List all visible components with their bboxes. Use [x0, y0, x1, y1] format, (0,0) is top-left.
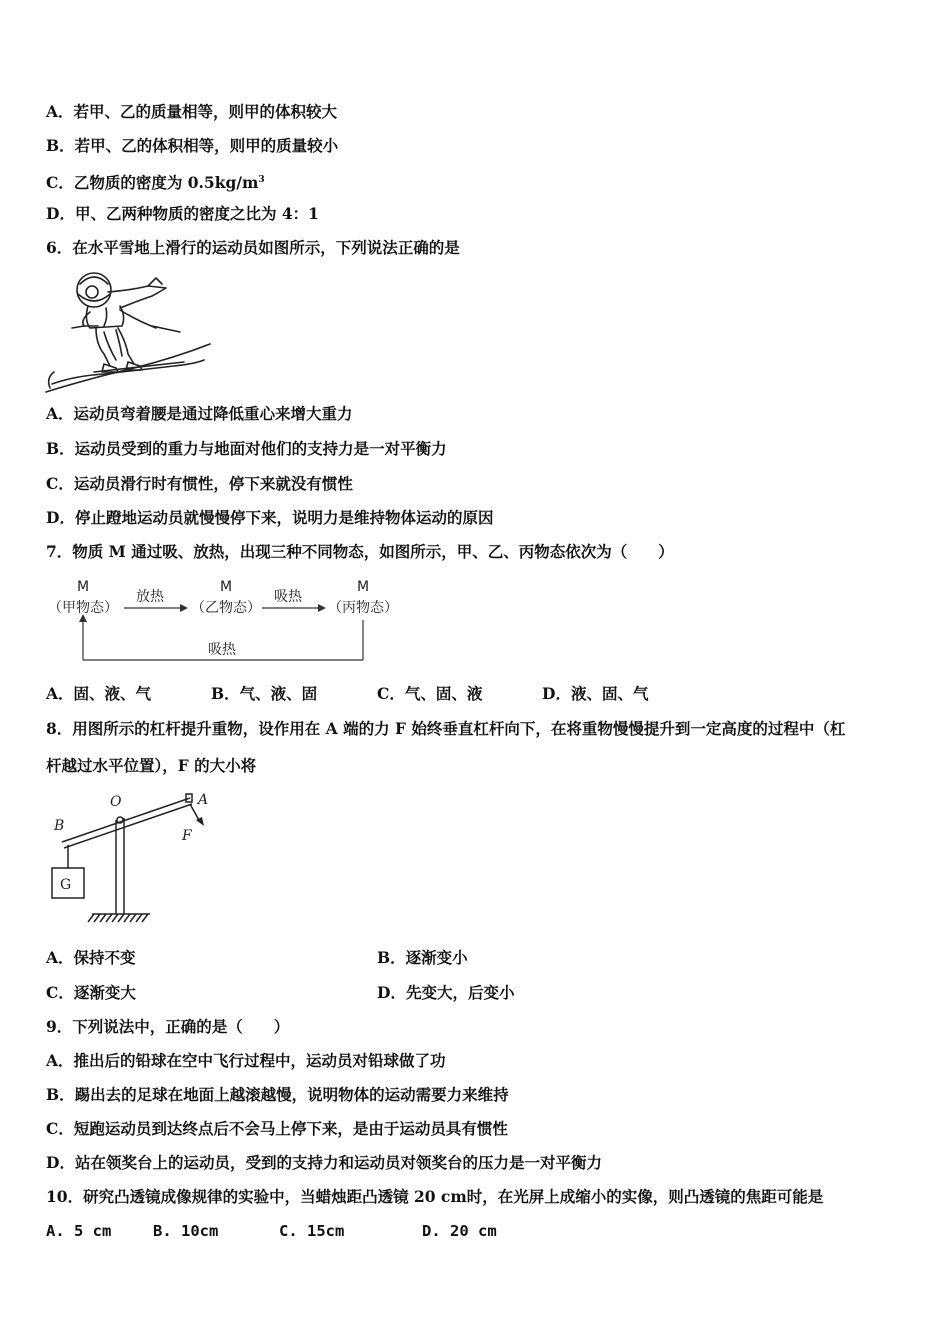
- label-b: B: [54, 818, 65, 834]
- label-a: A: [198, 792, 209, 808]
- q9-option-a: A．推出后的铅球在空中飞行过程中，运动员对铅球做了功: [46, 1051, 446, 1070]
- arrow3-label: 吸热: [208, 642, 236, 658]
- state2-m: M: [219, 579, 233, 595]
- q8-stem-line2: 杆越过水平位置），F 的大小将: [46, 756, 257, 775]
- state1-label: （甲物态）: [48, 600, 118, 616]
- q8-option-c: C．逐渐变大: [46, 983, 136, 1002]
- q7-stem: 7．物质 M 通过吸、放热，出现三种不同物态，如图所示，甲、乙、丙物态依次为（ ）: [46, 542, 674, 561]
- arrow2-head: [318, 604, 326, 612]
- q7-option-c: C．气、固、液: [377, 684, 483, 703]
- q6-option-d: D．停止蹬地运动员就慢慢停下来，说明力是维持物体运动的原因: [46, 508, 494, 527]
- label-f: F: [182, 828, 192, 844]
- label-o: O: [110, 794, 122, 810]
- q10-stem: 10．研究凸透镜成像规律的实验中，当蜡烛距凸透镜 20 cm时，在光屏上成缩小的实像，则凸透镜的焦距可能是: [46, 1187, 824, 1206]
- label-g: G: [60, 877, 72, 893]
- q5-option-c: [46, 170, 265, 193]
- state3-m: M: [356, 579, 370, 595]
- arrow1-head: [180, 604, 188, 612]
- lever-figure: [44, 790, 224, 930]
- q6-option-a: A．运动员弯着腰是通过降低重心来增大重力: [46, 404, 353, 423]
- state2-label: （乙物态）: [191, 600, 261, 616]
- q7-option-a: A．固、液、气: [46, 684, 152, 703]
- q9-option-d: D．站在领奖台上的运动员，受到的支持力和运动员对领奖台的压力是一对平衡力: [46, 1153, 602, 1172]
- q5-option-d: D．甲、乙两种物质的密度之比为 4：1: [46, 204, 319, 223]
- q5-option-c-superscript: 3: [258, 175, 265, 185]
- q8-option-b: B．逐渐变小: [377, 948, 468, 967]
- lever-bar: [62, 798, 190, 842]
- q10-option-c: C. 15cm: [279, 1222, 345, 1240]
- q5-option-a: A．若甲、乙的质量相等，则甲的体积较大: [46, 102, 338, 121]
- q10-option-d: D. 20 cm: [422, 1222, 497, 1240]
- q8-option-a: A．保持不变: [46, 948, 136, 967]
- q5-option-b: B．若甲、乙的体积相等，则甲的质量较小: [46, 136, 339, 155]
- phase-change-diagram: [40, 576, 420, 668]
- q10-option-b: B. 10cm: [153, 1222, 219, 1240]
- skier-head: [77, 273, 111, 307]
- q5-option-c-text: C．乙物质的密度为 0.5kg/m: [46, 173, 259, 193]
- q8-stem-line1: 8．用图所示的杠杆提升重物，设作用在 A 端的力 F 始终垂直杠杆向下，在将重物慢慢提升到一定高度的过程中（杠: [46, 719, 846, 738]
- q7-option-d: D．液、固、气: [542, 684, 649, 703]
- arrow1-label: 放热: [136, 589, 164, 605]
- q9-stem: 9．下列说法中，正确的是（ ）: [46, 1017, 290, 1036]
- skier-figure: [44, 268, 212, 394]
- arrow2-label: 吸热: [274, 589, 302, 605]
- state1-m: M: [76, 579, 90, 595]
- q10-option-a: A. 5 cm: [46, 1222, 112, 1240]
- q6-stem: 6．在水平雪地上滑行的运动员如图所示，下列说法正确的是: [46, 238, 460, 257]
- q6-option-b: B．运动员受到的重力与地面对他们的支持力是一对平衡力: [46, 439, 447, 458]
- q9-option-b: B．踢出去的足球在地面上越滚越慢，说明物体的运动需要力来维持: [46, 1085, 509, 1104]
- q8-option-d: D．先变大，后变小: [377, 983, 515, 1002]
- q6-option-c: C．运动员滑行时有惯性，停下来就没有惯性: [46, 474, 353, 493]
- q7-option-b: B．气、液、固: [211, 684, 318, 703]
- state3-label: （丙物态）: [328, 600, 398, 616]
- q9-option-c: C．短跑运动员到达终点后不会马上停下来，是由于运动员具有惯性: [46, 1119, 508, 1138]
